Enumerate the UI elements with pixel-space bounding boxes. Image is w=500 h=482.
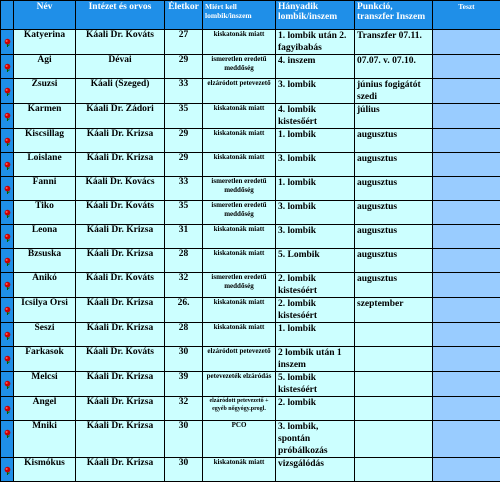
cell-puncture — [355, 397, 433, 421]
header-test: Teszt — [433, 1, 500, 30]
cell-why: kiskatonák miatt — [203, 458, 276, 482]
row-marker — [1, 55, 14, 79]
cell-which: 5. Lombik — [276, 249, 355, 273]
cell-clinic: Káali Dr. Krizsa — [76, 397, 165, 421]
cell-age: 32 — [165, 273, 203, 298]
table-row — [1, 397, 500, 421]
row-marker — [1, 372, 14, 397]
rose-icon — [3, 351, 12, 360]
table-row — [1, 372, 500, 397]
cell-name: Kismókus — [14, 458, 76, 482]
cell-test — [433, 421, 500, 458]
cell-test — [433, 30, 500, 55]
rose-icon — [3, 302, 12, 311]
cell-which: 2. lombik kistesóért — [276, 298, 355, 323]
cell-clinic: Káali Dr. Krizsa — [76, 298, 165, 323]
row-marker — [1, 177, 14, 201]
cell-name: Kiscsillag — [14, 129, 76, 153]
cell-puncture — [355, 458, 433, 482]
cell-clinic: Káali Dr. Krizsa — [76, 421, 165, 458]
cell-which: 1. lombik — [276, 323, 355, 347]
cell-name: Katyerina — [14, 30, 76, 55]
cell-clinic: Káali Dr. Kováts — [76, 30, 165, 55]
row-marker — [1, 30, 14, 55]
cell-test — [433, 201, 500, 225]
cell-clinic: Káali Dr. Krizsa — [76, 323, 165, 347]
cell-age: 33 — [165, 177, 203, 201]
row-marker — [1, 225, 14, 249]
row-marker — [1, 249, 14, 273]
cell-test — [433, 298, 500, 323]
cell-age: 26. — [165, 298, 203, 323]
row-marker — [1, 421, 14, 458]
cell-which: 1. lombik — [276, 129, 355, 153]
cell-name: Leona — [14, 225, 76, 249]
cell-why: ismeretlen eredetű meddőség — [203, 55, 276, 79]
rose-icon — [3, 133, 12, 142]
cell-age: 35 — [165, 104, 203, 129]
cell-name: Seszi — [14, 323, 76, 347]
cell-why: elzáródott petevezető — [203, 79, 276, 104]
cell-puncture: augusztus — [355, 201, 433, 225]
cell-why: kiskatonák miatt — [203, 225, 276, 249]
cell-puncture: június fogigátót szedi — [355, 79, 433, 104]
rose-icon — [3, 327, 12, 336]
cell-why: kiskatonák miatt — [203, 153, 276, 177]
rose-icon — [3, 425, 12, 434]
cell-puncture: augusztus — [355, 273, 433, 298]
cell-why: elzáródott petevezető + egyéb nőgyógy.progl. — [203, 397, 276, 421]
cell-test — [433, 273, 500, 298]
row-marker — [1, 129, 14, 153]
cell-puncture: augusztus — [355, 153, 433, 177]
cell-clinic: Káali (Szeged) — [76, 79, 165, 104]
row-marker — [1, 104, 14, 129]
cell-clinic: Káali Dr. Krizsa — [76, 249, 165, 273]
cell-test — [433, 79, 500, 104]
cell-name: Anikó — [14, 273, 76, 298]
row-marker — [1, 347, 14, 372]
cell-test — [433, 153, 500, 177]
cell-age: 30 — [165, 421, 203, 458]
table-row — [1, 129, 500, 153]
table-row — [1, 458, 500, 482]
table-row — [1, 79, 500, 104]
table-row — [1, 104, 500, 129]
rose-icon — [3, 108, 12, 117]
header-why: Miért kell lombik/inszem — [203, 1, 276, 30]
cell-age: 35 — [165, 201, 203, 225]
cell-clinic: Káali Dr. Krizsa — [76, 458, 165, 482]
cell-name: Karmen — [14, 104, 76, 129]
cell-why: ismeretlen eredetű meddőség — [203, 273, 276, 298]
table-row — [1, 298, 500, 323]
cell-name: Ági — [14, 55, 76, 79]
cell-puncture: augusztus — [355, 129, 433, 153]
cell-name: Farkasok — [14, 347, 76, 372]
table-row — [1, 273, 500, 298]
cell-test — [433, 225, 500, 249]
rose-icon — [3, 34, 12, 43]
cell-name: Bzsuska — [14, 249, 76, 273]
row-marker — [1, 458, 14, 482]
cell-age: 29 — [165, 129, 203, 153]
cell-age: 27 — [165, 30, 203, 55]
cell-why: elzáródott petevezető — [203, 347, 276, 372]
cell-age: 30 — [165, 347, 203, 372]
cell-age: 29 — [165, 153, 203, 177]
cell-which: 3. lombik — [276, 201, 355, 225]
cell-age: 39 — [165, 372, 203, 397]
cell-clinic: Káali Dr. Kovács — [76, 177, 165, 201]
cell-name: Fanni — [14, 177, 76, 201]
cell-puncture: 07.07. v. 07.10. — [355, 55, 433, 79]
rose-icon — [3, 277, 12, 286]
cell-puncture: július — [355, 104, 433, 129]
rose-icon — [3, 462, 12, 471]
table-row — [1, 153, 500, 177]
cell-puncture — [355, 323, 433, 347]
cell-age: 29 — [165, 55, 203, 79]
cell-which: 1. lombik — [276, 177, 355, 201]
cell-name: Zsuzsi — [14, 79, 76, 104]
cell-why: PCO — [203, 421, 276, 458]
cell-test — [433, 458, 500, 482]
cell-which: 2. lombik kistesóért — [276, 273, 355, 298]
cell-test — [433, 55, 500, 79]
corner-cell — [1, 1, 14, 30]
cell-which: 3. lombik, spontán próbálkozás — [276, 421, 355, 458]
cell-clinic: Káali Dr. Kováts — [76, 201, 165, 225]
cell-which: 5. lombik kistesóért — [276, 372, 355, 397]
cell-which: 4. inszem — [276, 55, 355, 79]
cell-why: kiskatonák miatt — [203, 129, 276, 153]
cell-test — [433, 249, 500, 273]
row-marker — [1, 323, 14, 347]
cell-puncture: augusztus — [355, 225, 433, 249]
cell-name: Tiko — [14, 201, 76, 225]
rose-icon — [3, 229, 12, 238]
cell-which: 3. lombik — [276, 225, 355, 249]
cell-age: 31 — [165, 225, 203, 249]
cell-which: 4. lombik kistesőért — [276, 104, 355, 129]
cell-name: Melcsi — [14, 372, 76, 397]
cell-test — [433, 323, 500, 347]
cell-which: 2 lombik után 1 inszem — [276, 347, 355, 372]
rose-icon — [3, 253, 12, 262]
cell-name: Angel — [14, 397, 76, 421]
cell-name: Loislane — [14, 153, 76, 177]
cell-why: petevezeték elzáródás — [203, 372, 276, 397]
table-row — [1, 225, 500, 249]
cell-puncture: augusztus — [355, 249, 433, 273]
row-marker — [1, 153, 14, 177]
table-row — [1, 201, 500, 225]
cell-why: kiskatonák miatt — [203, 104, 276, 129]
row-marker — [1, 79, 14, 104]
cell-why: ismeretlen eredetű meddőség — [203, 201, 276, 225]
cell-puncture — [355, 421, 433, 458]
table-row — [1, 30, 500, 55]
header-age: Életkor — [165, 1, 203, 30]
cell-puncture: Transzfer 07.11. — [355, 30, 433, 55]
rose-icon — [3, 376, 12, 385]
cell-puncture — [355, 372, 433, 397]
cell-clinic: Dévai — [76, 55, 165, 79]
table-row — [1, 421, 500, 458]
cell-which: 1. lombik után 2. fagyibabás — [276, 30, 355, 55]
cell-clinic: Káali Dr. Kováts — [76, 347, 165, 372]
row-marker — [1, 273, 14, 298]
cell-test — [433, 397, 500, 421]
cell-clinic: Káali Dr. Krizsa — [76, 225, 165, 249]
cell-age: 28 — [165, 323, 203, 347]
cell-clinic: Káali Dr. Krizsa — [76, 372, 165, 397]
rose-icon — [3, 157, 12, 166]
cell-name: Icsilya Orsi — [14, 298, 76, 323]
cell-test — [433, 347, 500, 372]
rose-icon — [3, 83, 12, 92]
cell-test — [433, 104, 500, 129]
header-which: Hányadik lombik/inszem — [276, 1, 355, 30]
cell-why: kiskatonák miatt — [203, 323, 276, 347]
cell-test — [433, 372, 500, 397]
header-puncture: Punkció, transzfer Inszem — [355, 1, 433, 30]
cell-why: ismeretlen eredetű meddőség — [203, 177, 276, 201]
cell-why: kiskatonák miatt — [203, 30, 276, 55]
row-marker — [1, 201, 14, 225]
cell-age: 32 — [165, 397, 203, 421]
table-row — [1, 249, 500, 273]
cell-which: 2. lombik — [276, 397, 355, 421]
header-row — [1, 1, 500, 30]
cell-clinic: Káali Dr. Krizsa — [76, 153, 165, 177]
cell-why: kiskatonák miatt — [203, 249, 276, 273]
table-row — [1, 323, 500, 347]
cell-puncture — [355, 347, 433, 372]
row-marker — [1, 298, 14, 323]
header-clinic: Intézet és orvos — [76, 1, 165, 30]
rose-icon — [3, 205, 12, 214]
cell-clinic: Káali Dr. Zádori — [76, 104, 165, 129]
table-row — [1, 177, 500, 201]
cell-puncture: augusztus — [355, 177, 433, 201]
table-row — [1, 55, 500, 79]
rose-icon — [3, 401, 12, 410]
cell-name: Mniki — [14, 421, 76, 458]
table-row — [1, 347, 500, 372]
header-name: Név — [14, 1, 76, 30]
cell-clinic: Káali Dr. Kováts — [76, 273, 165, 298]
row-marker — [1, 397, 14, 421]
cell-age: 28 — [165, 249, 203, 273]
cell-age: 30 — [165, 458, 203, 482]
rose-icon — [3, 59, 12, 68]
cell-which: 3. lombik — [276, 153, 355, 177]
cell-test — [433, 129, 500, 153]
cell-which: vizsgálódás — [276, 458, 355, 482]
cell-which: 3. lombik — [276, 79, 355, 104]
cell-age: 33 — [165, 79, 203, 104]
cell-why: kiskatonák miatt — [203, 298, 276, 323]
cell-test — [433, 177, 500, 201]
cell-puncture: szeptember — [355, 298, 433, 323]
rose-icon — [3, 181, 12, 190]
cell-clinic: Káali Dr. Krizsa — [76, 129, 165, 153]
